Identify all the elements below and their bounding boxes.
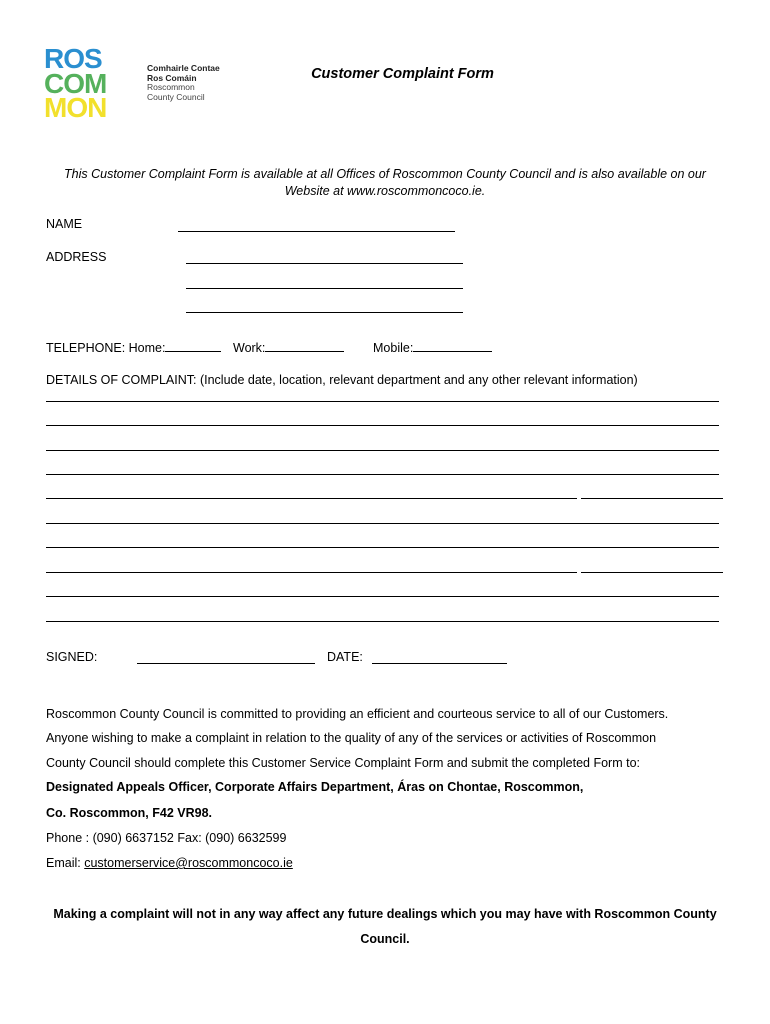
- details-field-line-3[interactable]: [46, 450, 719, 451]
- intro-line-2: Website at www.roscommoncoco.ie.: [284, 184, 486, 198]
- details-field-line-10[interactable]: [46, 621, 719, 622]
- details-field-line-4[interactable]: [46, 474, 719, 475]
- details-label: DETAILS OF COMPLAINT: (Include date, location, relevant department and any other relevant information): [46, 373, 638, 387]
- telephone-home-field[interactable]: [165, 340, 221, 352]
- commitment-paragraph: Roscommon County Council is committed to providing an efficient and courteous service to all of our Customers.: [46, 707, 669, 721]
- details-field-line-9[interactable]: [46, 596, 719, 597]
- logo-text-mon: MON: [44, 92, 107, 118]
- logo-text-ros: ROS: [44, 44, 102, 74]
- date-field[interactable]: [372, 663, 507, 664]
- address-field-line-1[interactable]: [186, 263, 463, 264]
- instruction-line-1: Anyone wishing to make a complaint in relation to the quality of any of the services or activities of Roscommon: [46, 731, 657, 745]
- logo-line-3: Roscommon: [147, 82, 195, 93]
- details-field-line-8a[interactable]: [46, 572, 577, 573]
- name-field[interactable]: [178, 231, 455, 232]
- email-label: Email:: [46, 856, 81, 870]
- logo-line-2: Ros Comáin: [147, 72, 197, 83]
- signed-field[interactable]: [137, 663, 315, 664]
- date-label: DATE:: [327, 650, 363, 664]
- telephone-mobile-label: [373, 340, 492, 355]
- telephone-mobile-field[interactable]: [413, 340, 492, 352]
- telephone-work-text: Work:: [233, 341, 266, 355]
- details-field-line-2[interactable]: [46, 425, 719, 426]
- telephone-home-text: TELEPHONE: Home:: [46, 341, 166, 355]
- details-field-line-6[interactable]: [46, 523, 719, 524]
- details-field-line-5a[interactable]: [46, 498, 577, 499]
- telephone-home-label: [46, 340, 221, 355]
- telephone-work-field[interactable]: [265, 340, 344, 352]
- address-line-1: Designated Appeals Officer, Corporate Affairs Department, Áras on Chontae, Roscommon,: [46, 780, 584, 794]
- intro-text: [0, 166, 770, 200]
- address-line-2: Co. Roscommon, F42 VR98.: [46, 806, 213, 820]
- footer-line-2: Council.: [360, 932, 410, 946]
- name-label: NAME: [46, 217, 83, 231]
- intro-line-1: This Customer Complaint Form is available at all Offices of Roscommon County Council and is also available on our: [64, 167, 706, 181]
- footer-line-1: Making a complaint will not in any way affect any future dealings which you may have with Roscommon County: [53, 907, 717, 921]
- phone-fax-line: Phone : (090) 6637152 Fax: (090) 6632599: [46, 831, 287, 845]
- address-field-line-3[interactable]: [186, 312, 463, 313]
- instruction-line-2: County Council should complete this Customer Service Complaint Form and submit the completed Form to:: [46, 756, 641, 770]
- email-line: [46, 856, 293, 870]
- address-label: ADDRESS: [46, 250, 107, 264]
- email-link[interactable]: customerservice@roscommoncoco.ie: [84, 856, 293, 870]
- logo-line-4: County Council: [147, 91, 205, 102]
- details-field-line-8b[interactable]: [581, 572, 723, 573]
- signed-label: SIGNED:: [46, 650, 98, 664]
- telephone-mobile-text: Mobile:: [373, 341, 414, 355]
- logo-text-com: COM: [44, 68, 107, 99]
- telephone-work-label: [233, 340, 344, 355]
- details-field-line-1[interactable]: [46, 401, 719, 402]
- details-field-line-7[interactable]: [46, 547, 719, 548]
- page-title: Customer Complaint Form: [311, 66, 494, 82]
- logo-line-1: Comhairle Contae: [147, 63, 220, 73]
- address-field-line-2[interactable]: [186, 288, 463, 289]
- details-field-line-5b[interactable]: [581, 498, 723, 499]
